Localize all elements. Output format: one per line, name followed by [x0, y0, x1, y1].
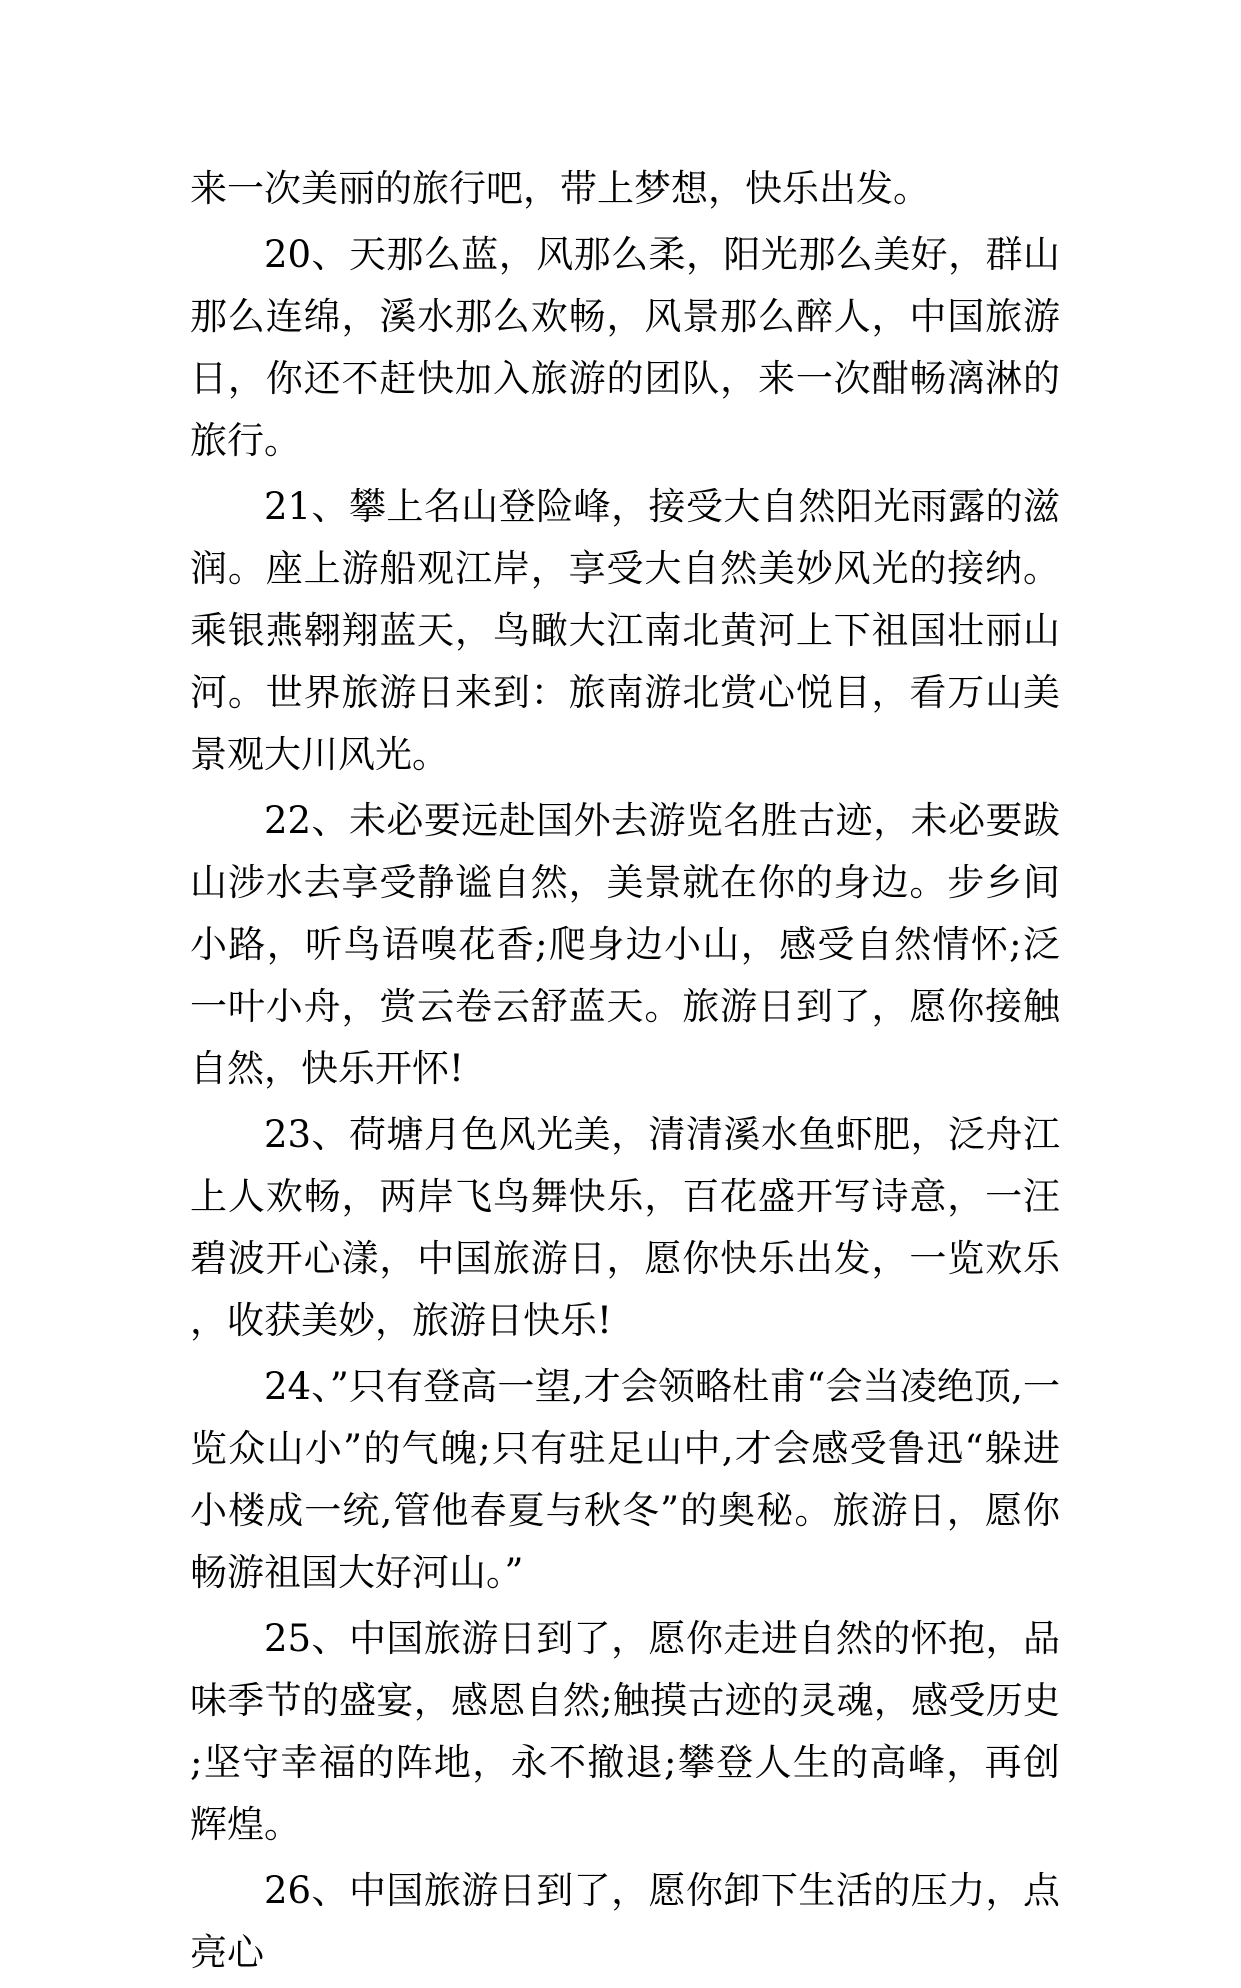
paragraph-26: 26、中国旅游日到了，愿你卸下生活的压力，点亮心	[190, 1869, 1060, 1974]
paragraph-20: 20、天那么蓝，风那么柔，阳光那么美好，群山那么连绵，溪水那么欢畅，风景那么醉人，中国旅游日，你还不赶快加入旅游的团队，来一次酣畅漓淋的旅行。	[190, 233, 1060, 462]
paragraph-25: 25、中国旅游日到了，愿你走进自然的怀抱，品味季节的盛宴，感恩自然;触摸古迹的灵魂，感受历史;坚守幸福的阵地，永不撤退;攀登人生的高峰，再创辉煌。	[190, 1617, 1060, 1846]
paragraph-22: 22、未必要远赴国外去游览名胜古迹，未必要跋山涉水去享受静谧自然，美景就在你的身边。步乡间小路，听鸟语嗅花香;爬身边小山，感受自然情怀;泛一叶小舟，赏云卷云舒蓝天。旅游日到了，愿你接触自然，快乐开怀!	[190, 799, 1060, 1090]
paragraph-23: 23、荷塘月色风光美，清清溪水鱼虾肥，泛舟江上人欢畅，两岸飞鸟舞快乐，百花盛开写诗意，一汪碧波开心漾，中国旅游日，愿你快乐出发，一览欢乐，收获美妙，旅游日快乐!	[190, 1113, 1060, 1342]
paragraph-continuation: 来一次美丽的旅行吧，带上梦想，快乐出发。	[190, 167, 930, 210]
document-body	[190, 158, 1060, 1988]
paragraph-24: 24、”只有登高一望,才会领略杜甫“会当凌绝顶,一览众山小”的气魄;只有驻足山中,才会感受鲁迅“躲进小楼成一统,管他春夏与秋冬”的奥秘。旅游日，愿你畅游祖国大好河山。”	[190, 1365, 1060, 1594]
paragraph-21: 21、攀上名山登险峰，接受大自然阳光雨露的滋润。座上游船观江岸，享受大自然美妙风光的接纳。乘银燕翱翔蓝天，鸟瞰大江南北黄河上下祖国壮丽山河。世界旅游日来到：旅南游北赏心悦目，看万山美景观大川风光。	[190, 485, 1060, 776]
